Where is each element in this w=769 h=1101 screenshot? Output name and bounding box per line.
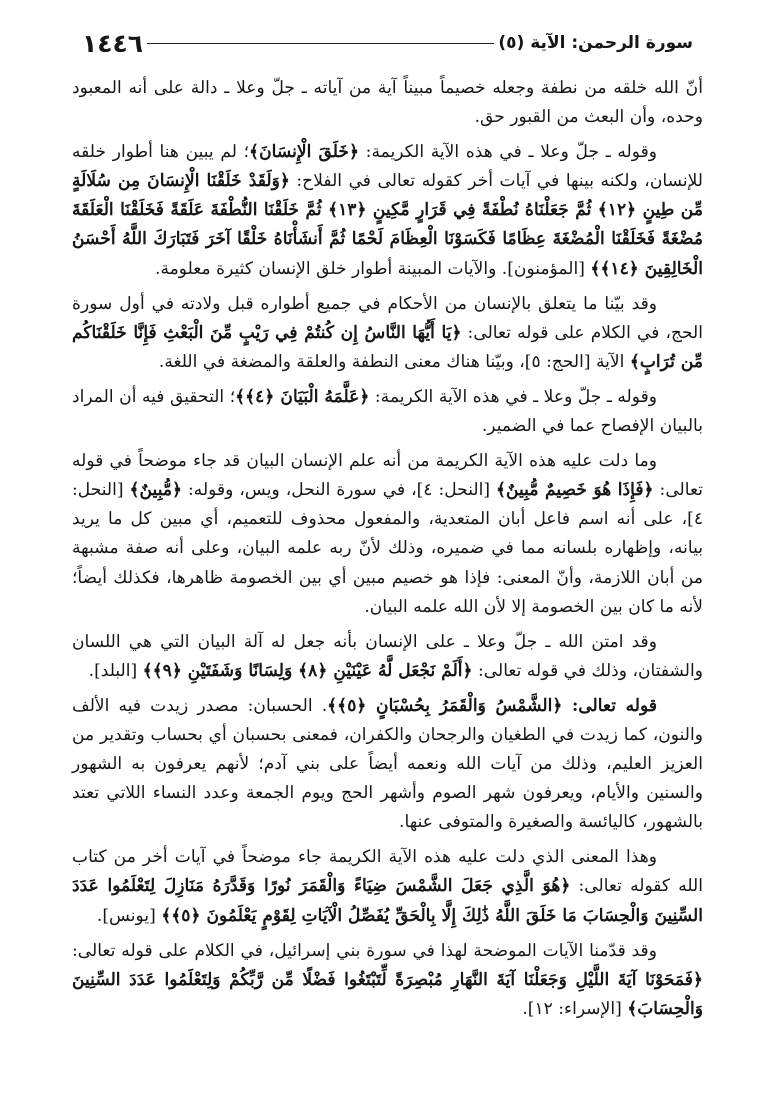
body-paragraph [72,628,703,686]
quran-verse: ﴿عَلَّمَهُ الْبَيَانَ ﴿٤﴾﴾ [235,386,370,407]
paragraph-text: وهذا المعنى الذي دلت عليه هذه الآية الكريمة جاء موضحاً في آيات أخر من كتاب الله كقوله تعالى: [72,847,703,897]
paragraph-text: ؛ التحقيق فيه أن المراد بالبيان الإفصاح عما في الضمير. [72,386,703,437]
paragraph-text: . الحسبان: مصدر زيدت فيه الألف والنون، كما زيدت في الطغيان والرجحان والكفران، فمعنى بحسبان أي بحساب وتقدير من العزيز العليم، وذلك من آيات الله ونعمه أيضاً على بني آدم؛ لأنهم يعرفون به الشهور والسنين والأيام، ويعرفون شهر الصوم وأشهر الحج ويوم الجمعة وعدد النساء اللاتي تعتد بالشهور، كاليائسة والصغيرة والمتوفى عنها. [72,695,703,833]
quran-verse: ﴿فَإِذَا هُوَ خَصِيمٌ مُّبِينٌ﴾ [496,480,654,501]
paragraph-text: [البلد]. [88,660,143,681]
quran-verse: ﴿الشَّمْسُ وَالْقَمَرُ بِحُسْبَانٍ ﴿٥﴾﴾ [327,695,563,716]
page-header [72,26,703,60]
verse-heading: قوله تعالى: [562,695,657,716]
body-paragraph [72,383,703,441]
paragraph-text: [الإسراء: ١٢]. [522,998,628,1019]
paragraph-text: وما دلت عليه هذه الآية الكريمة من أنه علم الإنسان البيان قد جاء موضحاً في قوله تعالى: [72,451,703,501]
paragraph-text: وقد بيّنا ما يتعلق بالإنسان من الأحكام في جميع أطواره قبل ولادته في أول سورة الحج، في الكلام على قوله تعالى: [72,293,703,343]
quran-verse: ﴿خَلَقَ الْإِنسَانَ﴾ [249,142,360,163]
body-paragraph [72,692,703,837]
paragraph-text: وقوله ـ جلّ وعلا ـ في هذه الآية الكريمة: [359,142,657,163]
paragraph-text: وقد امتن الله ـ جلّ وعلا ـ على الإنسان بأنه جعل له آلة البيان التي هي اللسان والشفتان، وذلك في قوله تعالى: [72,631,703,681]
body-paragraph [72,937,703,1024]
paragraph-text: [النحل: ٤]، في سورة النحل، ويس، وقوله: [182,480,496,501]
paragraph-text: وقد قدّمنا الآيات الموضحة لهذا في سورة بني إسرائيل، في الكلام على قوله تعالى: [72,940,657,961]
paragraph-text: [يونس]. [96,905,162,926]
paragraph-text: وقوله ـ جلّ وعلا ـ في هذه الآية الكريمة: [369,386,658,407]
running-title: سورة الرحمن: الآية (٥) [498,33,693,53]
paragraph-text: أنّ الله خلقه من نطفة وجعله خصيماً مبيناً آية من آياته ـ جلّ وعلا ـ دالة على أنه المعبود وحده، وأن البعث من القبور حق. [72,78,703,128]
quran-verse: ﴿فَمَحَوْنَا آيَةَ اللَّيْلِ وَجَعَلْنَا آيَةَ النَّهَارِ مُبْصِرَةً لِّتَبْتَغُوا فَضْلًا مِّن رَّبِّكُمْ وَلِتَعْلَمُوا عَدَدَ السِّنِينَ وَالْحِسَابَ﴾ [72,969,703,1019]
header-rule [147,43,494,44]
body-paragraph [72,843,703,930]
body-paragraph [72,74,703,132]
paragraph-text: الآية [الحج: ٥]، وبيّنا هناك معنى النطفة والعلقة والمضغة في اللغة. [158,351,630,372]
quran-verse: ﴿وَلَقَدْ خَلَقْنَا الْإِنسَانَ مِن سُلَالَةٍ مِّن طِينٍ ﴿١٢﴾ ثُمَّ جَعَلْنَاهُ نُطْفَةً فِي قَرَارٍ مَّكِينٍ ﴿١٣﴾ ثُمَّ خَلَقْنَا النُّطْفَةَ عَلَقَةً فَخَلَقْنَا الْعَلَقَةَ مُضْغَةً فَخَلَقْنَا الْمُضْغَةَ عِظَامًا فَكَسَوْنَا الْعِظَامَ لَحْمًا ثُمَّ أَنشَأْنَاهُ خَلْقًا آخَرَ فَتَبَارَكَ اللَّهُ أَحْسَنُ الْخَالِقِينَ ﴿١٤﴾﴾ [72,171,703,279]
body-paragraph [72,290,703,377]
paragraph-text: [النحل: ٤]، على أنه اسم فاعل أبان المتعدية، والمفعول محذوف للتعميم، أي مبين كل ما يريد بيانه، وإظهاره بلسانه مما في ضميره، وذلك لأنّ ربه علمه البيان، وعلى أنه صفة مشبهة من أبان اللازمة، وأنّ المعنى: فإذا هو خصيم مبين أي بين الخصومة ظاهرها، فكذلك أيضاً؛ لأنه ما كان بين الخصومة إلا لأن الله علمه البيان. [72,480,703,617]
paragraph-text: [المؤمنون]. والآيات المبينة أطوار خلق الإنسان كثيرة معلومة. [155,258,591,279]
quran-verse: ﴿هُوَ الَّذِي جَعَلَ الشَّمْسَ ضِيَاءً وَالْقَمَرَ نُورًا وَقَدَّرَهُ مَنَازِلَ لِتَعْلَمُوا عَدَدَ السِّنِينَ وَالْحِسَابَ مَا خَلَقَ اللَّهُ ذَٰلِكَ إِلَّا بِالْحَقِّ يُفَصِّلُ الْآيَاتِ لِقَوْمٍ يَعْلَمُونَ ﴿٥﴾﴾ [72,876,703,926]
quran-verse: ﴿أَلَمْ نَجْعَل لَّهُ عَيْنَيْنِ ﴿٨﴾ وَلِسَانًا وَشَفَتَيْنِ ﴿٩﴾﴾ [142,660,473,681]
quran-verse: ﴿مُّبِينٌ﴾ [129,480,183,501]
page-number: ١٤٤٦ [82,28,144,58]
body-paragraph [72,138,703,283]
body-paragraph [72,447,703,622]
page-body [72,74,703,1030]
paragraph-text: ؛ لم يبين هنا أطوار خلقه للإنسان، ولكنه بينها في آيات أخر كقوله تعالى في الفلاح: [72,142,703,192]
quran-verse: ﴿يَا أَيُّهَا النَّاسُ إِن كُنتُمْ فِي رَيْبٍ مِّنَ الْبَعْثِ فَإِنَّا خَلَقْنَاكُم مِّن تُرَابٍ﴾ [72,322,703,372]
